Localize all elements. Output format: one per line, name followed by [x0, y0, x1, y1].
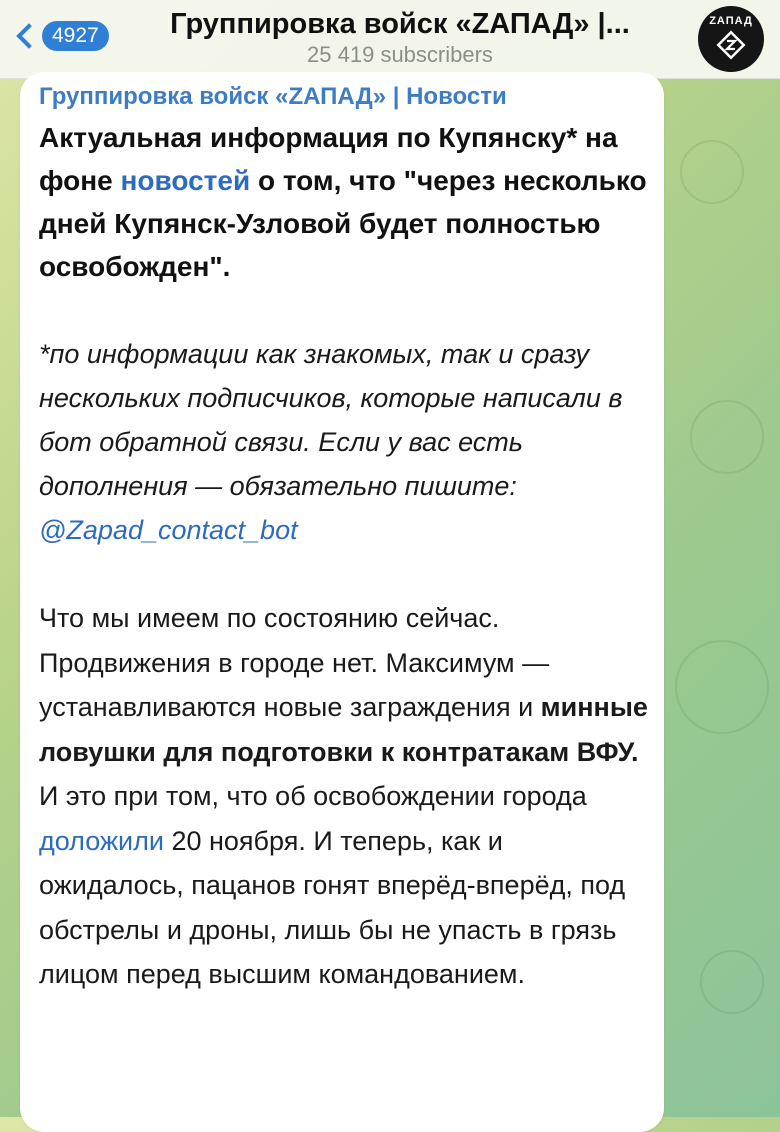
channel-avatar[interactable]	[698, 6, 764, 72]
forwarded-source[interactable]: Группировка войск «ZАПАД» | Новости	[39, 83, 507, 110]
background-doodle	[680, 140, 744, 204]
background-doodle	[700, 950, 764, 1014]
chat-header	[0, 0, 780, 79]
text-segment: Актуальная информация по Купянску* на фоне	[39, 122, 618, 196]
message-paragraph-1	[39, 116, 654, 288]
message-paragraph-3	[39, 596, 654, 997]
message-paragraph-2	[39, 332, 654, 552]
avatar-logo-text: ZАПАД	[709, 14, 753, 27]
bot-mention-link[interactable]: @Zapad_contact_bot	[39, 515, 298, 545]
reported-link[interactable]: доложили	[39, 825, 164, 856]
message-content	[39, 80, 654, 997]
background-doodle	[675, 640, 769, 734]
channel-title: Группировка войск «ZАПАД» |...	[170, 8, 630, 40]
chevron-left-icon	[16, 23, 41, 48]
text-segment: И это при том, что об освобождении города	[39, 781, 587, 811]
news-link[interactable]: новостей	[120, 165, 251, 196]
text-segment: 20 ноября. И теперь, как и ожидалось, пацанов гонят вперёд-вперёд, под обстрелы и дроны, лишь бы не упасть в грязь лицом перед высшим командованием.	[39, 825, 626, 989]
text-segment: *по информации как знакомых, так и сразу нескольких подписчиков, которые написали в бот обратной связи. Если у вас есть дополнения — обязательно пишите:	[39, 339, 623, 501]
unread-count-badge: 4927	[42, 21, 109, 51]
text-segment: о том, что "через несколько дней Купянск-Узловой будет полностью освобожден".	[39, 165, 647, 282]
subscriber-count: 25 419 subscribers	[307, 42, 493, 67]
back-button[interactable]	[10, 16, 109, 56]
channel-title-block[interactable]	[135, 6, 665, 68]
background-doodle	[690, 400, 764, 474]
text-segment: Что мы имеем по состоянию сейчас. Продвижения в городе нет. Максимум — устанавливаются новые заграждения и	[39, 603, 550, 722]
z-logo-icon	[716, 30, 746, 60]
bold-text-segment: минные ловушки для подготовки к контратакам ВФУ.	[39, 692, 648, 767]
